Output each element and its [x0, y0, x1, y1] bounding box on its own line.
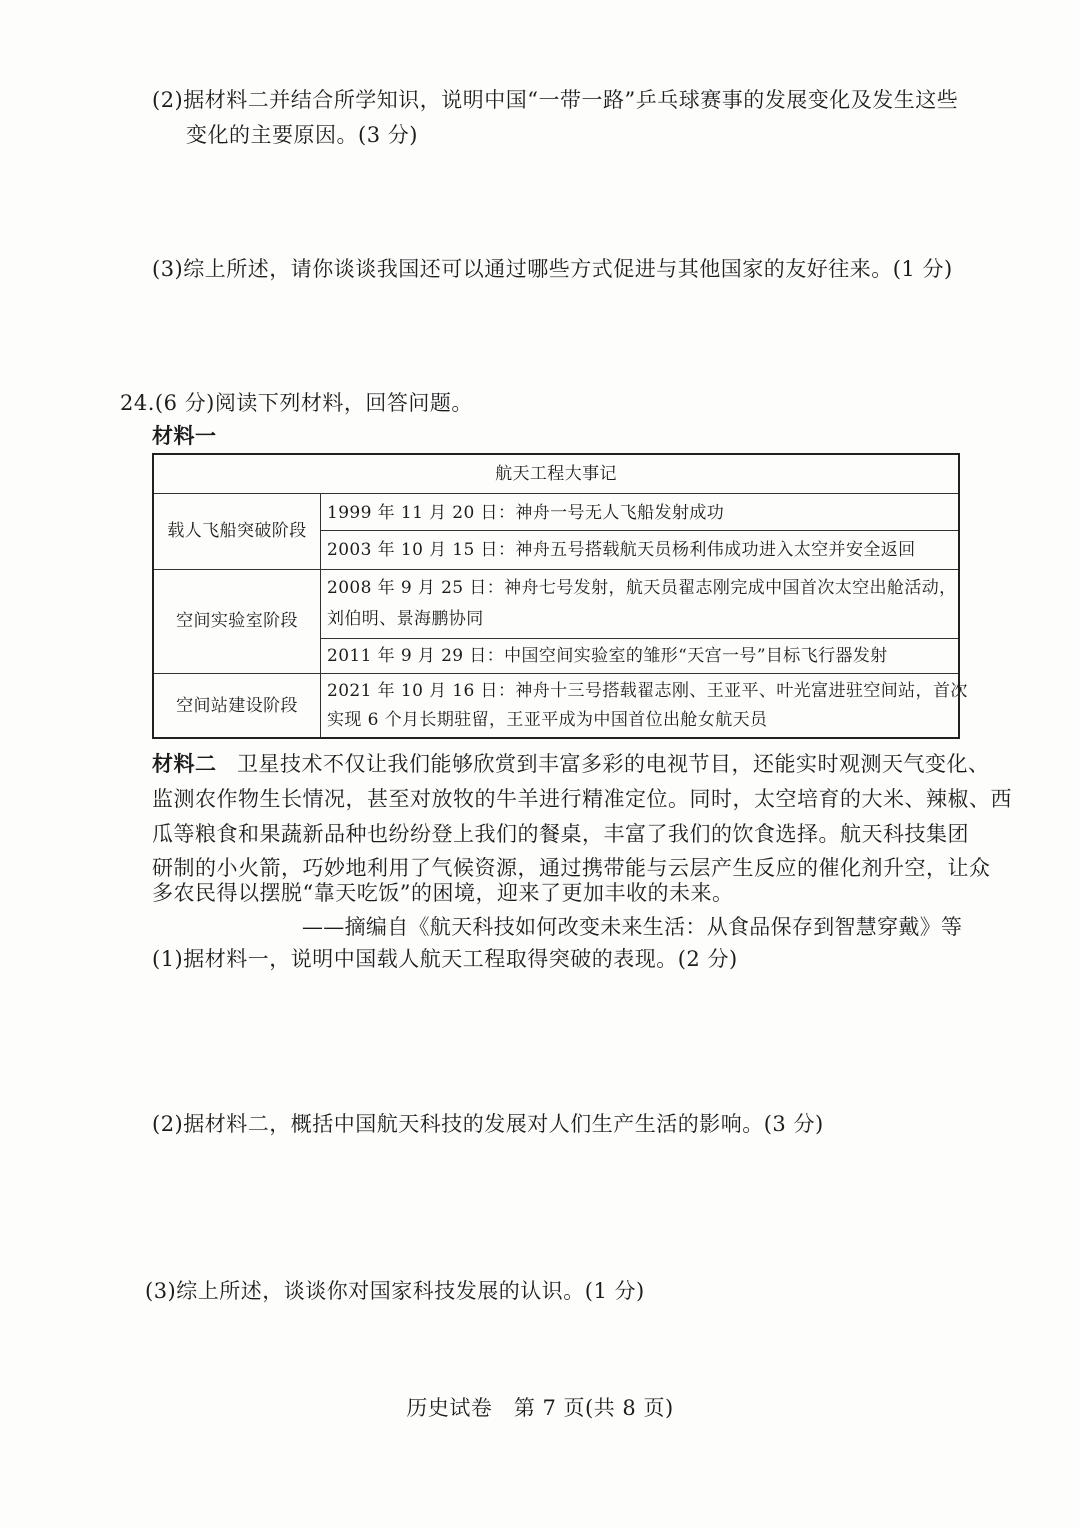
stage-name: 空间站建设阶段 [176, 696, 298, 716]
q24-sub2: (2)据材料二，概括中国航天科技的发展对人们生产生活的影响。(3 分) [152, 1112, 824, 1136]
q24-header: 24.(6 分)阅读下列材料，回答问题。 [120, 391, 473, 415]
event-text: 实现 6 个月长期驻留，王亚平成为中国首位出舱女航天员 [327, 710, 768, 730]
event-text: 2011 年 9 月 29 日：中国空间实验室的雏形“天宫一号”目标飞行器发射 [327, 646, 888, 666]
material2-label: 材料二 [152, 751, 217, 776]
space-events-table [152, 453, 968, 739]
event-text: 1999 年 11 月 20 日：神舟一号无人飞船发射成功 [327, 503, 725, 523]
event-text: 2003 年 10 月 15 日：神舟五号搭载航天员杨利伟成功进入太空并安全返回 [327, 540, 916, 560]
q24-sub1: (1)据材料一，说明中国载人航天工程取得突破的表现。(2 分) [152, 947, 738, 971]
event-text: 2008 年 9 月 25 日：神舟七号发射，航天员翟志刚完成中国首次太空出舱活动， [327, 578, 957, 598]
material1-label: 材料一 [152, 423, 217, 448]
material2-line: 卫星技术不仅让我们能够欣赏到丰富多彩的电视节目，还能实时观测天气变化、 [237, 752, 990, 776]
material2-line: 瓜等粮食和果蔬新品种也纷纷登上我们的餐桌，丰富了我们的饮食选择。航天科技集团 [152, 822, 969, 846]
q23-sub3: (3)综上所述，请你谈谈我国还可以通过哪些方式促进与其他国家的友好往来。(1 分) [152, 257, 953, 281]
q23-sub2-line1: (2)据材料二并结合所学知识，说明中国“一带一路”乒乓球赛事的发展变化及发生这些 [152, 88, 959, 112]
stage-name: 载人飞船突破阶段 [167, 521, 307, 541]
material2-source: ——摘编自《航天科技如何改变未来生活：从食品保存到智慧穿戴》等 [302, 915, 963, 939]
page-footer: 历史试卷 第 7 页(共 8 页) [406, 1396, 674, 1420]
material2-line: 多农民得以摆脱“靠天吃饭”的困境，迎来了更加丰收的未来。 [152, 881, 734, 905]
material2-line: 研制的小火箭，巧妙地利用了气候资源，通过携带能与云层产生反应的催化剂升空，让众 [152, 856, 991, 880]
table-title: 航天工程大事记 [495, 464, 617, 484]
event-text: 刘伯明、景海鹏协同 [327, 609, 484, 629]
material2-line: 监测农作物生长情况，甚至对放牧的牛羊进行精准定位。同时，太空培育的大米、辣椒、西 [152, 787, 1012, 811]
stage-name: 空间实验室阶段 [176, 611, 298, 631]
event-text: 2021 年 10 月 16 日：神舟十三号搭载翟志刚、王亚平、叶光富进驻空间站，首次 [327, 681, 968, 701]
q23-sub2-line2: 变化的主要原因。(3 分) [186, 123, 418, 147]
q24-sub3: (3)综上所述，谈谈你对国家科技发展的认识。(1 分) [145, 1279, 645, 1303]
